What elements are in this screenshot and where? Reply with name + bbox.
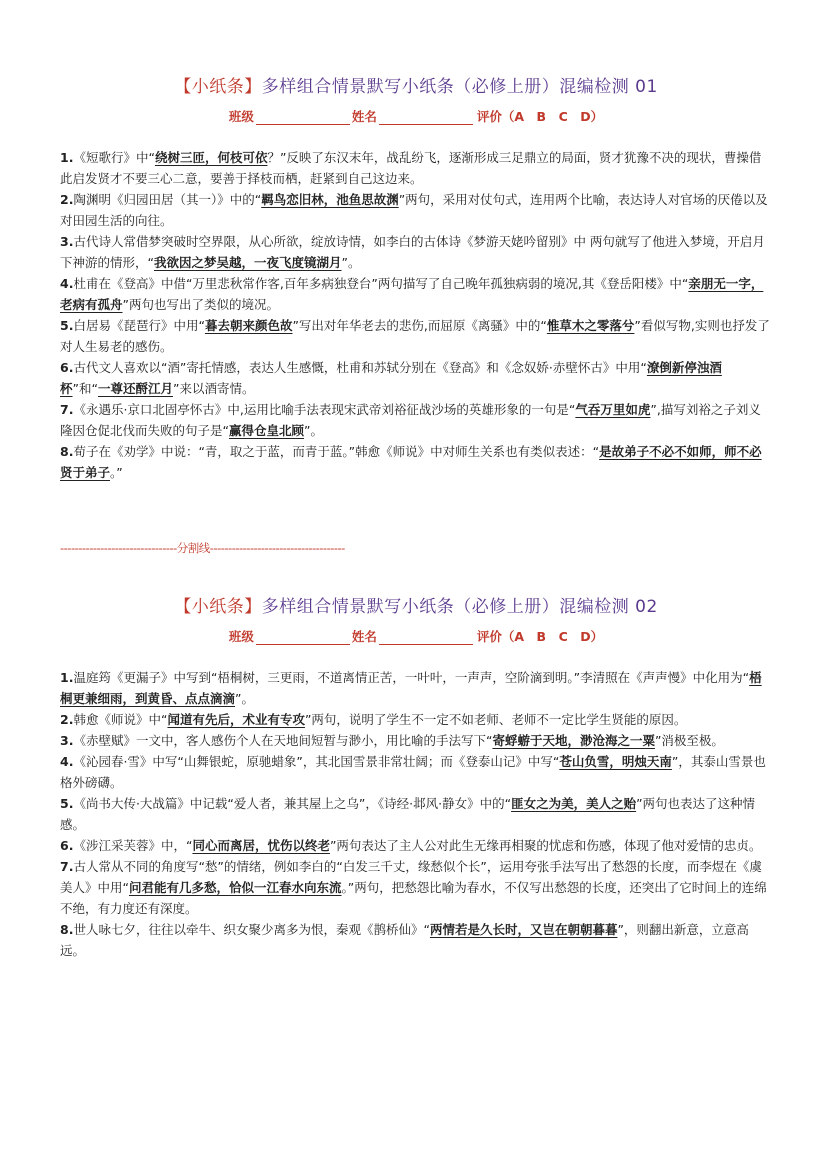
answer-text: 苍山负雪，明烛天南 [559, 754, 672, 769]
student-info-line [60, 107, 772, 125]
answer-text: 羁鸟恋旧林，池鱼思故渊 [261, 192, 399, 207]
name-blank[interactable] [379, 112, 473, 125]
answer-text: 闻道有先后，术业有专攻 [167, 712, 305, 727]
question-text: 《短歌行》中“ [73, 150, 155, 165]
question-text: ”两句表达了主人公对此生无缘再相聚的忧虑和伤感，体现了他对爱情的忠贞。 [329, 838, 762, 853]
question-text: ”看似写物,实则也抒发了对人生易老的感伤。 [60, 318, 770, 354]
question-text: 荀子在《劝学》中说：“青，取之于蓝，而青于蓝。”韩愈《师说》中对师生关系也有类似表述：“ [73, 444, 600, 459]
question-text: 《沁园春·雪》中写“山舞银蛇，原驰蜡象”，其北国雪景非常壮阔；而《登泰山记》中写“ [73, 754, 560, 769]
question-item [60, 399, 772, 441]
question-number: 5. [60, 318, 74, 333]
question-item [60, 231, 772, 273]
name-label: 姓名 [351, 629, 377, 644]
question-text: ”两句也写出了类似的境况。 [122, 297, 279, 312]
title-tag: 小纸条 [191, 77, 245, 97]
question-text: ”,描写刘裕之子刘义隆因仓促北伐而失败的句子是“ [60, 402, 761, 438]
question-list [60, 667, 772, 961]
answer-text: 绕树三匝，何枝可依 [154, 150, 268, 165]
answer-text: 惟草木之零落兮 [546, 318, 635, 333]
worksheet-title [60, 592, 772, 617]
class-blank[interactable] [256, 112, 350, 125]
question-item [60, 441, 772, 483]
question-number: 1. [60, 150, 74, 165]
class-label: 班级 [228, 109, 254, 124]
question-text: ”两句，采用对仗句式，连用两个比喻，表达诗人对官场的厌倦以及对田园生活的向往。 [60, 192, 768, 228]
answer-text: 是故弟子不必不如师，师不必贤于弟子 [60, 444, 762, 480]
divider-dashes-left: -------------------------------- [60, 541, 177, 555]
question-number: 2. [60, 192, 74, 207]
answer-text: 亲朋无一字，老病有孤舟 [60, 276, 764, 312]
question-text: 温庭筠《更漏子》中写到“梧桐树，三更雨，不道离情正苦，一叶叶，一声声，空阶滴到明。”李清照在《声声慢》中化用为“ [73, 670, 750, 685]
title-bracket-right: 】 [244, 597, 262, 617]
question-text: 韩愈《师说》中“ [73, 712, 168, 727]
question-text: ”写出对年华老去的悲伤,而屈原《离骚》中的“ [292, 318, 547, 333]
question-number: 1. [60, 670, 74, 685]
question-text: ”，则翻出新意，立意高远。 [60, 922, 749, 958]
question-text: ”和“ [72, 381, 98, 396]
question-text: 《赤壁赋》一文中，客人感伤个人在天地间短暂与渺小，用比喻的手法写下“ [73, 733, 493, 748]
question-text: 《永遇乐·京口北固亭怀古》中,运用比喻手法表现宋武帝刘裕征战沙场的英雄形象的一句是“ [73, 402, 576, 417]
question-item [60, 793, 772, 835]
question-text: 。”两句，把愁怨比喻为春水，不仅写出愁怨的长度，还突出了它时间上的连绵不绝，有力度还有深度。 [60, 880, 767, 916]
grade-label: 评价（A B C D） [476, 109, 604, 124]
question-number: 8. [60, 922, 74, 937]
question-text: 白居易《琵琶行》中用“ [73, 318, 205, 333]
answer-text: 同心而离居，忧伤以终老 [192, 838, 330, 853]
grade-label: 评价（A B C D） [476, 629, 604, 644]
question-text: ？”反映了东汉末年，战乱纷飞，逐渐形成三足鼎立的局面，贤才犹豫不决的现状，曹操借此启发贤才不要三心二意，要善于择枝而栖，赶紧到自己这边来。 [60, 150, 762, 186]
question-number: 6. [60, 838, 74, 853]
question-text: ”。 [341, 255, 361, 270]
title-bracket-right: 】 [244, 77, 262, 97]
question-item [60, 919, 772, 961]
question-item [60, 709, 772, 730]
title-text: 多样组合情景默写小纸条（必修上册）混编检测 01 [261, 77, 658, 97]
question-text: ”。 [235, 691, 254, 706]
question-text: 《涉江采芙蓉》中，“ [73, 838, 193, 853]
title-bracket-left: 【 [174, 77, 192, 97]
answer-text: 气吞万里如虎 [575, 402, 651, 417]
question-text: 《尚书大传·大战篇》中记载“爱人者，兼其屋上之乌”，《诗经·邶风·静女》中的“ [73, 796, 512, 811]
answer-text: 梧桐更兼细雨，到黄昏、点点滴滴 [60, 670, 762, 706]
question-number: 4. [60, 754, 74, 769]
question-number: 7. [60, 402, 74, 417]
question-text: ”两句，说明了学生不一定不如老师、老师不一定比学生贤能的原因。 [304, 712, 687, 727]
question-text: 杜甫在《登高》中借“万里悲秋常作客,百年多病独登台”两句描写了自己晚年孤独病弱的境况,其《登岳阳楼》中“ [73, 276, 689, 291]
question-text: ”消极至极。 [654, 733, 724, 748]
title-tag: 小纸条 [191, 597, 245, 617]
question-item [60, 856, 772, 919]
question-item [60, 315, 772, 357]
question-item [60, 667, 772, 709]
question-number: 4. [60, 276, 74, 291]
question-text: 陶渊明《归园田居（其一）》中的“ [73, 192, 262, 207]
answer-text: 两情若是久长时，又岂在朝朝暮暮 [429, 922, 618, 937]
question-text: ”两句也表达了这种情感。 [60, 796, 756, 832]
question-text: 古代诗人常借梦突破时空界限，从心所欲，绽放诗情，如李白的古体诗《梦游天姥吟留别》中 两句就写了他进入梦境，开启月下神游的情形，“ [60, 234, 765, 270]
answer-text: 赢得仓皇北顾 [228, 423, 304, 438]
worksheet-01 [60, 72, 772, 483]
question-number: 3. [60, 733, 74, 748]
answer-text: 匪女之为美，美人之贻 [511, 796, 637, 811]
name-blank[interactable] [379, 632, 473, 645]
worksheet-02 [60, 592, 772, 961]
question-item [60, 189, 772, 231]
title-text: 多样组合情景默写小纸条（必修上册）混编检测 02 [261, 597, 658, 617]
question-item [60, 835, 772, 856]
question-item [60, 147, 772, 189]
question-text: 古人常从不同的角度写“愁”的情绪，例如李白的“白发三千丈，缘愁似个长”，运用夸张手法写出了愁怨的长度，而李煜在《虞美人》中用“ [60, 859, 762, 895]
answer-text: 我欲因之梦吴越，一夜飞度镜湖月 [153, 255, 342, 270]
class-blank[interactable] [256, 632, 350, 645]
question-text: 。” [110, 465, 123, 480]
question-text: ”来以酒寄情。 [172, 381, 255, 396]
worksheet-title [60, 72, 772, 97]
question-number: 2. [60, 712, 74, 727]
question-item [60, 751, 772, 793]
question-list [60, 147, 772, 483]
question-number: 3. [60, 234, 74, 249]
divider-dashes-right: ------------------------------------- [209, 541, 345, 555]
question-number: 7. [60, 859, 74, 874]
divider-label: 分割线 [176, 541, 210, 555]
question-item [60, 273, 772, 315]
name-label: 姓名 [351, 109, 377, 124]
answer-text: 寄蜉蝣于天地，渺沧海之一粟 [492, 733, 655, 748]
question-number: 6. [60, 360, 74, 375]
question-text: ”。 [304, 423, 323, 438]
answer-text: 问君能有几多愁，恰似一江春水向东流 [128, 880, 342, 895]
student-info-line [60, 627, 772, 645]
answer-text: 潦倒新停浊酒杯 [60, 360, 722, 396]
answer-text: 暮去朝来颜色故 [204, 318, 293, 333]
question-text: 世人咏七夕，往往以牵牛、织女聚少离多为恨，秦观《鹊桥仙》“ [73, 922, 430, 937]
question-text: ”，其泰山雪景也格外磅礴。 [60, 754, 766, 790]
question-number: 8. [60, 444, 74, 459]
question-text: 古代文人喜欢以“酒”寄托情感，表达人生感慨，杜甫和苏轼分别在《登高》和《念奴娇·赤壁怀古》中用“ [73, 360, 647, 375]
question-item [60, 730, 772, 751]
divider-line [60, 540, 345, 556]
question-item [60, 357, 772, 399]
answer-text: 一尊还酹江月 [97, 381, 173, 396]
class-label: 班级 [228, 629, 254, 644]
question-number: 5. [60, 796, 74, 811]
title-bracket-left: 【 [174, 597, 192, 617]
